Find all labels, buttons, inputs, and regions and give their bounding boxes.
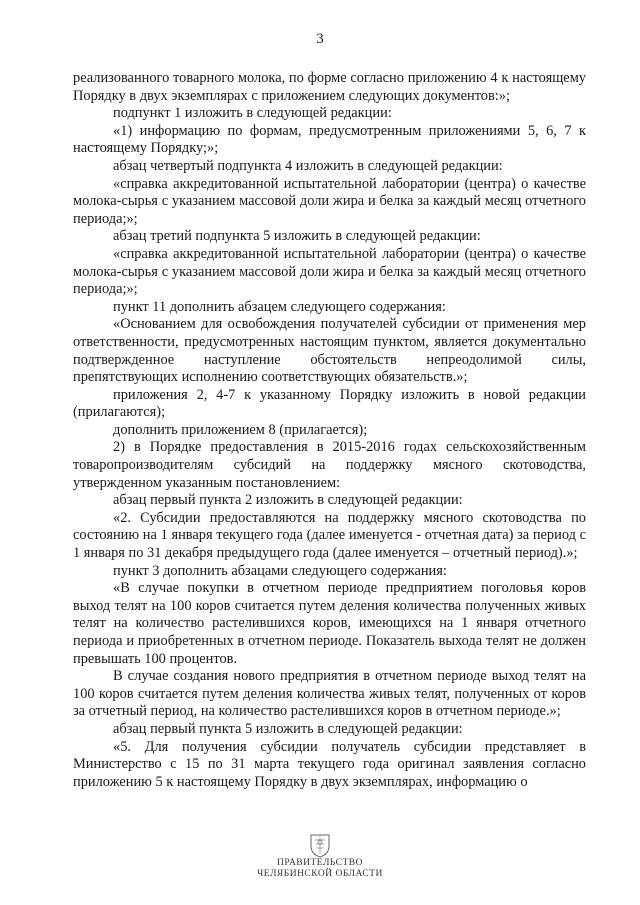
paragraph: В случае создания нового предприятия в отчетном периоде выход телят на 100 коров считается путем деления количества живых телят, полученных от коров за отчетный период, на количество растелившихся коров в отчетном периоде.»; (73, 668, 586, 720)
document-body (73, 70, 586, 791)
paragraph: абзац четвертый подпункта 4 изложить в следующей редакции: (113, 157, 503, 174)
paragraph: пункт 3 дополнить абзацами следующего содержания: (113, 562, 447, 579)
paragraph: приложения 2, 4-7 к указанному Порядку изложить в новой редакции (прилагаются); (73, 386, 586, 421)
paragraph: 2) в Порядке предоставления в 2015-2016 годах сельскохозяйственным товаропроизводителям субсидий на поддержку мясного скотоводства, утвержденном указанным постановлением: (73, 439, 586, 491)
paragraph: «2. Субсидии предоставляются на поддержку мясного скотоводства по состоянию на 1 января текущего года (далее именуется - отчетная дата) за период с 1 января по 31 декабря предыдущего года (далее именуется – отчетный период).»; (73, 509, 586, 562)
paragraph: абзац первый пункта 5 изложить в следующей редакции: (113, 720, 463, 737)
paragraph: «1) информацию по формам, предусмотренным приложениями 5, 6, 7 к настоящему Порядку;»; (73, 122, 586, 157)
paragraph: «В случае покупки в отчетном периоде предприятием поголовья коров выход телят на 100 коров считается путем деления количества полученных живых телят на количество растелившихся коров, имеющихся на 1 января отчетного периода и приобретенных в отчетном периоде. Показатель выхода телят не должен превышать 100 процентов. (73, 580, 586, 667)
footer (0, 832, 640, 880)
paragraph: «справка аккредитованной испытательной лаборатории (центра) о качестве молока-сырья с указанием массовой доли жира и белка за каждый месяц отчетного периода;»; (73, 175, 586, 227)
paragraph: пункт 11 дополнить абзацем следующего содержания: (113, 298, 446, 315)
paragraph: «5. Для получения субсидии получатель субсидии представляет в Министерство с 15 по 31 марта текущего года оригинал заявления согласно приложению 5 к настоящему Порядку в двух экземплярах, информацию о (73, 738, 586, 790)
paragraph: «справка аккредитованной испытательной лаборатории (центра) о качестве молока-сырья с указанием массовой доли жира и белка за каждый месяц отчетного периода;»; (73, 245, 586, 298)
page-number: 3 (316, 31, 324, 47)
paragraph: дополнить приложением 8 (прилагается); (113, 421, 368, 438)
footer-line-2: ЧЕЛЯБИНСКОЙ ОБЛАСТИ (257, 869, 383, 879)
coat-of-arms-icon (308, 832, 332, 858)
paragraph: реализованного товарного молока, по форме согласно приложению 4 к настоящему Порядку в двух экземплярах с приложением следующих документов:»; (73, 70, 586, 104)
paragraph: абзац третий подпункта 5 изложить в следующей редакции: (113, 228, 481, 245)
paragraph: абзац первый пункта 2 изложить в следующей редакции: (113, 492, 463, 509)
paragraph: подпункт 1 изложить в следующей редакции: (113, 105, 392, 122)
paragraph: «Основанием для освобождения получателей субсидии от применения мер ответственности, предусмотренных настоящим пунктом, является документально подтвержденное наступление обстоятельств непреодолимой силы, препятствующих исполнению соответствующих обязательств.»; (73, 316, 586, 386)
footer-line-1: ПРАВИТЕЛЬСТВО (277, 858, 363, 868)
